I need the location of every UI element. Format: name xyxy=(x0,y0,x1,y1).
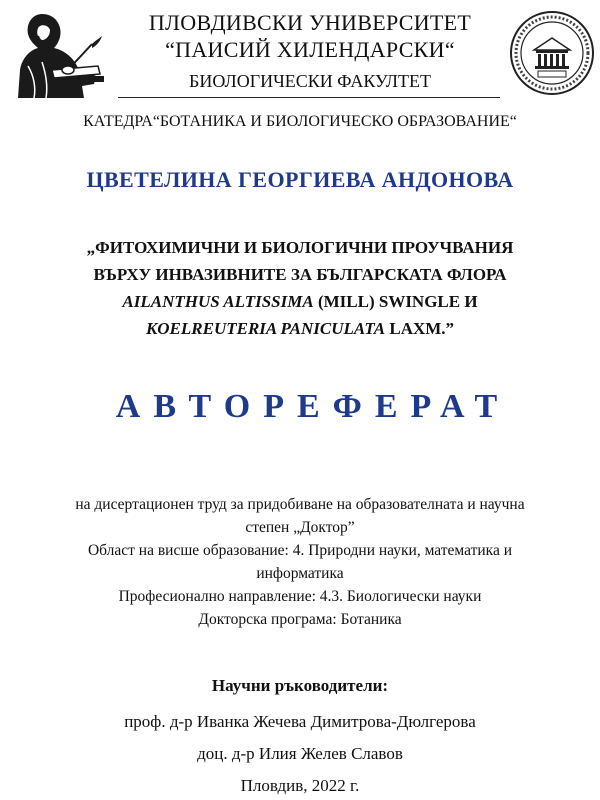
species-name-ailanthus: AILANTHUS ALTISSIMA xyxy=(122,292,314,311)
description-line-4: информатика xyxy=(256,565,344,582)
title-line-2: ВЪРХУ ИНВАЗИВНИТЕ ЗА БЪЛГАРСКАТА ФЛОРА xyxy=(93,265,507,284)
supervisor-1: проф. д-р Иванка Жечева Димитрова-Дюлгерова xyxy=(124,712,476,731)
document-type-heading: АВТОРЕФЕРАТ xyxy=(115,388,511,425)
supervisors-heading: Научни ръководители: xyxy=(211,676,389,695)
faculty-name: БИОЛОГИЧЕСКИ ФАКУЛТЕТ xyxy=(189,71,431,91)
department-name: КАТЕДРА“БОТАНИКА И БИОЛОГИЧЕСКО ОБРАЗОВАНИЕ“ xyxy=(83,113,517,130)
title-line-4 xyxy=(0,315,600,342)
description-line-2: степен „Доктор” xyxy=(245,519,355,536)
header-divider xyxy=(118,97,500,98)
degree-description xyxy=(0,493,600,631)
title-line-4-rest: LAXM.” xyxy=(385,319,455,338)
scholar-writing-logo-icon xyxy=(8,6,112,106)
title-line-3-rest: (MILL) SWINGLE И xyxy=(313,292,478,311)
title-line-1: „ФИТОХИМИЧНИ И БИОЛОГИЧНИ ПРОУЧВАНИЯ xyxy=(86,238,514,257)
dissertation-title xyxy=(0,234,600,342)
title-line-3 xyxy=(0,288,600,315)
author-name: ЦВЕТЕЛИНА ГЕОРГИЕВА АНДОНОВА xyxy=(86,167,514,192)
place-and-year: Пловдив, 2022 г. xyxy=(240,776,360,795)
description-line-3: Област на висше образование: 4. Природни науки, математика и xyxy=(87,542,513,559)
university-name-line2: “ПАИСИЙ ХИЛЕНДАРСКИ“ xyxy=(165,37,455,62)
supervisor-2: доц. д-р Илия Желев Славов xyxy=(197,744,403,763)
description-line-6: Докторска програма: Ботаника xyxy=(198,611,402,628)
university-name-line1: ПЛОВДИВСКИ УНИВЕРСИТЕТ xyxy=(148,10,472,35)
university-seal-icon xyxy=(508,8,596,98)
description-line-1: на дисертационен труд за придобиване на образователната и научна xyxy=(75,496,525,513)
species-name-koelreuteria: KOELREUTERIA PANICULATA xyxy=(145,319,386,338)
description-line-5: Професионално направление: 4.3. Биологически науки xyxy=(118,588,482,605)
